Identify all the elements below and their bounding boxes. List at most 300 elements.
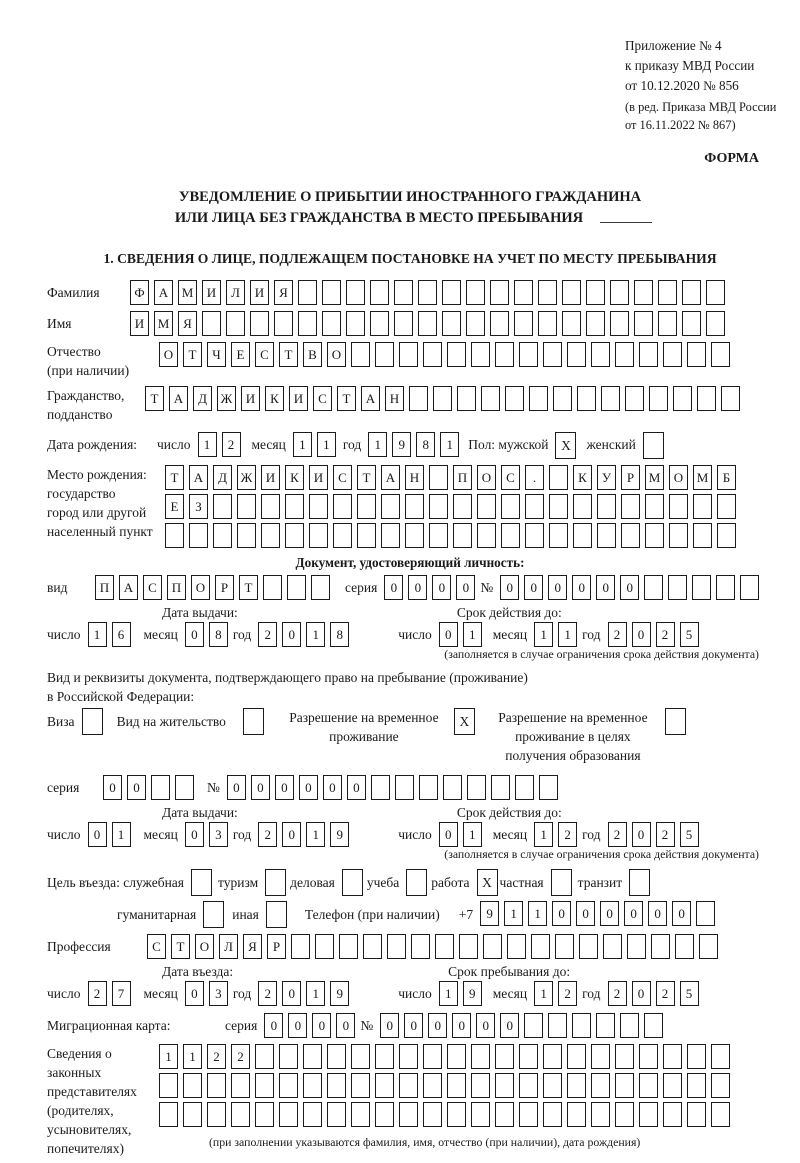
birth-month-cell[interactable]: 1 <box>317 432 336 457</box>
representatives-cell[interactable] <box>471 1044 490 1069</box>
citizenship-cell[interactable] <box>673 386 692 411</box>
doc-series-cell[interactable]: 0 <box>432 575 451 600</box>
birthplace-cell[interactable] <box>501 494 520 519</box>
birthplace-cell[interactable] <box>189 523 208 548</box>
temp-residence-edu-checkbox[interactable] <box>665 708 686 735</box>
profession-cell[interactable]: О <box>195 934 214 959</box>
birth-year-cell[interactable]: 8 <box>416 432 435 457</box>
birthplace-cell[interactable] <box>597 494 616 519</box>
birth-year-cell[interactable]: 1 <box>368 432 387 457</box>
doc-expiry-year-cell[interactable]: 5 <box>680 622 699 647</box>
surname-cell[interactable] <box>322 280 341 305</box>
doc-issue-month-cell[interactable]: 8 <box>209 622 228 647</box>
permit-issue-year-cell[interactable]: 9 <box>330 822 349 847</box>
profession-cell[interactable] <box>531 934 550 959</box>
doc-number-cell[interactable]: 0 <box>572 575 591 600</box>
birthplace-cell[interactable] <box>717 523 736 548</box>
citizenship-cell[interactable] <box>577 386 596 411</box>
surname-cell[interactable] <box>538 280 557 305</box>
birthplace-cell[interactable]: А <box>189 465 208 490</box>
permit-expiry-day-cell[interactable]: 0 <box>439 822 458 847</box>
doc-kind-cell[interactable]: А <box>119 575 138 600</box>
citizenship-cell[interactable]: Т <box>145 386 164 411</box>
permit-number-cell[interactable]: 0 <box>251 775 270 800</box>
birthplace-cell[interactable] <box>405 523 424 548</box>
migration-card-number-cell[interactable]: 0 <box>428 1013 447 1038</box>
surname-cell[interactable] <box>658 280 677 305</box>
patronymic-cell[interactable] <box>711 342 730 367</box>
birthplace-cell[interactable] <box>261 523 280 548</box>
profession-cell[interactable] <box>603 934 622 959</box>
representatives-cell[interactable] <box>423 1102 442 1127</box>
representatives-cell[interactable] <box>255 1102 274 1127</box>
representatives-cell[interactable] <box>687 1073 706 1098</box>
birthplace-cell[interactable]: У <box>597 465 616 490</box>
purpose-official-checkbox[interactable] <box>191 869 212 896</box>
birthplace-cell[interactable] <box>549 465 568 490</box>
representatives-cell[interactable]: 1 <box>183 1044 202 1069</box>
birthplace-cell[interactable] <box>573 494 592 519</box>
permit-number-cell[interactable] <box>515 775 534 800</box>
purpose-private-checkbox[interactable] <box>551 869 572 896</box>
birthplace-cell[interactable] <box>573 523 592 548</box>
permit-series-cell[interactable]: 0 <box>127 775 146 800</box>
representatives-cell[interactable] <box>519 1073 538 1098</box>
birthplace-cell[interactable] <box>645 523 664 548</box>
birthplace-cell[interactable] <box>645 494 664 519</box>
sex-male-checkbox[interactable]: X <box>555 432 576 459</box>
givenname-cell[interactable] <box>442 311 461 336</box>
birthplace-cell[interactable] <box>597 523 616 548</box>
birthplace-cell[interactable] <box>549 523 568 548</box>
givenname-cell[interactable] <box>250 311 269 336</box>
patronymic-cell[interactable]: В <box>303 342 322 367</box>
citizenship-cell[interactable]: А <box>169 386 188 411</box>
permit-number-cell[interactable]: 0 <box>275 775 294 800</box>
citizenship-cell[interactable]: А <box>361 386 380 411</box>
permit-series-cell[interactable] <box>151 775 170 800</box>
doc-kind-cell[interactable]: П <box>167 575 186 600</box>
patronymic-cell[interactable]: Ч <box>207 342 226 367</box>
birthplace-cell[interactable] <box>357 523 376 548</box>
purpose-other-checkbox[interactable] <box>266 901 287 928</box>
profession-cell[interactable] <box>411 934 430 959</box>
birthplace-cell[interactable]: М <box>693 465 712 490</box>
purpose-work-checkbox[interactable]: X <box>477 869 498 896</box>
permit-issue-month-cell[interactable]: 3 <box>209 822 228 847</box>
birthplace-cell[interactable] <box>669 494 688 519</box>
birthplace-cell[interactable]: И <box>309 465 328 490</box>
permit-series-cell[interactable]: 0 <box>103 775 122 800</box>
entry-day-cell[interactable]: 7 <box>112 981 131 1006</box>
doc-number-cell[interactable]: 0 <box>548 575 567 600</box>
representatives-cell[interactable] <box>591 1044 610 1069</box>
birth-year-cell[interactable]: 9 <box>392 432 411 457</box>
birthplace-cell[interactable] <box>165 523 184 548</box>
doc-kind-cell[interactable]: П <box>95 575 114 600</box>
doc-kind-cell[interactable] <box>263 575 282 600</box>
representatives-cell[interactable] <box>687 1044 706 1069</box>
visa-checkbox[interactable] <box>82 708 103 735</box>
permit-expiry-month-cell[interactable]: 2 <box>558 822 577 847</box>
birthplace-cell[interactable] <box>237 523 256 548</box>
migration-card-number-cell[interactable] <box>548 1013 567 1038</box>
representatives-cell[interactable] <box>447 1044 466 1069</box>
profession-cell[interactable]: Р <box>267 934 286 959</box>
entry-month-cell[interactable]: 0 <box>185 981 204 1006</box>
birthplace-cell[interactable] <box>285 523 304 548</box>
patronymic-cell[interactable] <box>543 342 562 367</box>
representatives-cell[interactable] <box>255 1044 274 1069</box>
representatives-cell[interactable] <box>375 1073 394 1098</box>
birthplace-cell[interactable] <box>381 494 400 519</box>
doc-expiry-year-cell[interactable]: 2 <box>656 622 675 647</box>
surname-cell[interactable]: Я <box>274 280 293 305</box>
citizenship-cell[interactable]: Т <box>337 386 356 411</box>
purpose-tourism-checkbox[interactable] <box>265 869 286 896</box>
representatives-cell[interactable] <box>495 1073 514 1098</box>
permit-issue-year-cell[interactable]: 1 <box>306 822 325 847</box>
entry-year-cell[interactable]: 2 <box>258 981 277 1006</box>
doc-number-cell[interactable] <box>740 575 759 600</box>
profession-cell[interactable]: С <box>147 934 166 959</box>
givenname-cell[interactable] <box>514 311 533 336</box>
profession-cell[interactable] <box>483 934 502 959</box>
givenname-cell[interactable] <box>274 311 293 336</box>
representatives-cell[interactable] <box>543 1073 562 1098</box>
givenname-cell[interactable] <box>682 311 701 336</box>
patronymic-cell[interactable] <box>591 342 610 367</box>
surname-cell[interactable] <box>346 280 365 305</box>
representatives-cell[interactable] <box>351 1073 370 1098</box>
migration-card-series-cell[interactable]: 0 <box>264 1013 283 1038</box>
purpose-business-checkbox[interactable] <box>342 869 363 896</box>
entry-day-cell[interactable]: 2 <box>88 981 107 1006</box>
representatives-cell[interactable] <box>303 1073 322 1098</box>
birthplace-cell[interactable]: Б <box>717 465 736 490</box>
birthplace-cell[interactable] <box>693 523 712 548</box>
surname-cell[interactable] <box>394 280 413 305</box>
birthplace-cell[interactable]: Т <box>357 465 376 490</box>
profession-cell[interactable] <box>699 934 718 959</box>
temp-residence-checkbox[interactable]: X <box>454 708 475 735</box>
doc-number-cell[interactable]: 0 <box>500 575 519 600</box>
migration-card-number-cell[interactable]: 0 <box>476 1013 495 1038</box>
representatives-cell[interactable] <box>279 1073 298 1098</box>
permit-number-cell[interactable] <box>443 775 462 800</box>
permit-expiry-year-cell[interactable]: 5 <box>680 822 699 847</box>
stay-until-month-cell[interactable]: 2 <box>558 981 577 1006</box>
phone-cell[interactable] <box>696 901 715 926</box>
representatives-cell[interactable] <box>543 1044 562 1069</box>
citizenship-cell[interactable]: Н <box>385 386 404 411</box>
representatives-cell[interactable] <box>399 1073 418 1098</box>
phone-cell[interactable]: 0 <box>672 901 691 926</box>
surname-cell[interactable]: Ф <box>130 280 149 305</box>
permit-issue-day-cell[interactable]: 0 <box>88 822 107 847</box>
profession-cell[interactable] <box>387 934 406 959</box>
doc-number-cell[interactable]: 0 <box>524 575 543 600</box>
birthplace-cell[interactable] <box>429 465 448 490</box>
surname-cell[interactable]: Л <box>226 280 245 305</box>
representatives-cell[interactable] <box>399 1044 418 1069</box>
patronymic-cell[interactable] <box>687 342 706 367</box>
birth-month-cell[interactable]: 1 <box>293 432 312 457</box>
representatives-cell[interactable] <box>303 1102 322 1127</box>
birthplace-cell[interactable] <box>549 494 568 519</box>
phone-cell[interactable]: 0 <box>552 901 571 926</box>
doc-number-cell[interactable]: 0 <box>620 575 639 600</box>
birthplace-cell[interactable]: И <box>261 465 280 490</box>
permit-number-cell[interactable] <box>419 775 438 800</box>
surname-cell[interactable] <box>442 280 461 305</box>
profession-cell[interactable]: Я <box>243 934 262 959</box>
doc-series-cell[interactable]: 0 <box>384 575 403 600</box>
migration-card-series-cell[interactable]: 0 <box>288 1013 307 1038</box>
migration-card-number-cell[interactable]: 0 <box>380 1013 399 1038</box>
profession-cell[interactable] <box>507 934 526 959</box>
stay-until-year-cell[interactable]: 2 <box>608 981 627 1006</box>
surname-cell[interactable] <box>610 280 629 305</box>
permit-number-cell[interactable] <box>539 775 558 800</box>
birthplace-cell[interactable] <box>693 494 712 519</box>
purpose-humanitarian-checkbox[interactable] <box>203 901 224 928</box>
representatives-cell[interactable] <box>231 1073 250 1098</box>
birthplace-cell[interactable]: О <box>669 465 688 490</box>
givenname-cell[interactable] <box>202 311 221 336</box>
birthplace-cell[interactable] <box>309 494 328 519</box>
surname-cell[interactable] <box>634 280 653 305</box>
representatives-cell[interactable] <box>471 1102 490 1127</box>
representatives-cell[interactable] <box>615 1044 634 1069</box>
doc-kind-cell[interactable]: Т <box>239 575 258 600</box>
representatives-cell[interactable] <box>447 1102 466 1127</box>
birthplace-cell[interactable]: Е <box>165 494 184 519</box>
profession-cell[interactable] <box>555 934 574 959</box>
representatives-cell[interactable] <box>327 1044 346 1069</box>
stay-until-year-cell[interactable]: 0 <box>632 981 651 1006</box>
representatives-cell[interactable] <box>567 1102 586 1127</box>
doc-expiry-year-cell[interactable]: 2 <box>608 622 627 647</box>
birthplace-cell[interactable] <box>285 494 304 519</box>
representatives-cell[interactable] <box>711 1102 730 1127</box>
migration-card-number-cell[interactable] <box>572 1013 591 1038</box>
surname-cell[interactable] <box>514 280 533 305</box>
representatives-cell[interactable] <box>639 1102 658 1127</box>
surname-cell[interactable] <box>466 280 485 305</box>
representatives-cell[interactable] <box>399 1102 418 1127</box>
surname-cell[interactable] <box>706 280 725 305</box>
doc-kind-cell[interactable]: Р <box>215 575 234 600</box>
representatives-cell[interactable] <box>567 1044 586 1069</box>
migration-card-number-cell[interactable] <box>524 1013 543 1038</box>
permit-expiry-month-cell[interactable]: 1 <box>534 822 553 847</box>
representatives-cell[interactable] <box>591 1102 610 1127</box>
doc-issue-year-cell[interactable]: 2 <box>258 622 277 647</box>
birthplace-cell[interactable] <box>453 494 472 519</box>
birthplace-cell[interactable] <box>333 494 352 519</box>
representatives-cell[interactable] <box>183 1073 202 1098</box>
citizenship-cell[interactable] <box>553 386 572 411</box>
representatives-cell[interactable]: 2 <box>207 1044 226 1069</box>
birthplace-cell[interactable] <box>669 523 688 548</box>
patronymic-cell[interactable] <box>447 342 466 367</box>
migration-card-number-cell[interactable] <box>596 1013 615 1038</box>
phone-cell[interactable]: 0 <box>648 901 667 926</box>
givenname-cell[interactable] <box>298 311 317 336</box>
citizenship-cell[interactable]: С <box>313 386 332 411</box>
citizenship-cell[interactable] <box>625 386 644 411</box>
permit-expiry-day-cell[interactable]: 1 <box>463 822 482 847</box>
citizenship-cell[interactable]: Ж <box>217 386 236 411</box>
representatives-cell[interactable] <box>375 1102 394 1127</box>
representatives-cell[interactable] <box>687 1102 706 1127</box>
birthplace-cell[interactable]: С <box>501 465 520 490</box>
doc-issue-year-cell[interactable]: 8 <box>330 622 349 647</box>
doc-expiry-day-cell[interactable]: 0 <box>439 622 458 647</box>
doc-kind-cell[interactable]: О <box>191 575 210 600</box>
migration-card-number-cell[interactable]: 0 <box>404 1013 423 1038</box>
birthplace-cell[interactable]: М <box>645 465 664 490</box>
representatives-cell[interactable] <box>495 1102 514 1127</box>
permit-number-cell[interactable]: 0 <box>299 775 318 800</box>
representatives-cell[interactable]: 1 <box>159 1044 178 1069</box>
patronymic-cell[interactable] <box>615 342 634 367</box>
doc-kind-cell[interactable] <box>311 575 330 600</box>
migration-card-number-cell[interactable] <box>644 1013 663 1038</box>
patronymic-cell[interactable]: О <box>327 342 346 367</box>
representatives-cell[interactable] <box>327 1073 346 1098</box>
permit-number-cell[interactable] <box>395 775 414 800</box>
permit-number-cell[interactable] <box>491 775 510 800</box>
citizenship-cell[interactable] <box>721 386 740 411</box>
birthplace-cell[interactable]: К <box>573 465 592 490</box>
birthplace-cell[interactable] <box>357 494 376 519</box>
entry-year-cell[interactable]: 1 <box>306 981 325 1006</box>
birthplace-cell[interactable] <box>333 523 352 548</box>
phone-cell[interactable]: 0 <box>576 901 595 926</box>
profession-cell[interactable] <box>291 934 310 959</box>
permit-number-cell[interactable] <box>467 775 486 800</box>
permit-expiry-year-cell[interactable]: 2 <box>608 822 627 847</box>
permit-expiry-year-cell[interactable]: 2 <box>656 822 675 847</box>
representatives-cell[interactable] <box>663 1044 682 1069</box>
stay-until-day-cell[interactable]: 1 <box>439 981 458 1006</box>
birthplace-cell[interactable]: Н <box>405 465 424 490</box>
surname-cell[interactable] <box>586 280 605 305</box>
birthplace-cell[interactable]: К <box>285 465 304 490</box>
profession-cell[interactable] <box>627 934 646 959</box>
citizenship-cell[interactable] <box>409 386 428 411</box>
givenname-cell[interactable] <box>346 311 365 336</box>
givenname-cell[interactable] <box>706 311 725 336</box>
birthplace-cell[interactable]: . <box>525 465 544 490</box>
permit-number-cell[interactable] <box>371 775 390 800</box>
phone-cell[interactable]: 0 <box>624 901 643 926</box>
phone-cell[interactable]: 0 <box>600 901 619 926</box>
purpose-study-checkbox[interactable] <box>406 869 427 896</box>
profession-cell[interactable] <box>675 934 694 959</box>
citizenship-cell[interactable]: Д <box>193 386 212 411</box>
birthplace-cell[interactable] <box>717 494 736 519</box>
doc-expiry-month-cell[interactable]: 1 <box>558 622 577 647</box>
givenname-cell[interactable] <box>370 311 389 336</box>
birthplace-cell[interactable] <box>429 494 448 519</box>
representatives-cell[interactable] <box>663 1102 682 1127</box>
representatives-cell[interactable] <box>639 1044 658 1069</box>
patronymic-cell[interactable]: О <box>159 342 178 367</box>
permit-issue-year-cell[interactable]: 0 <box>282 822 301 847</box>
givenname-cell[interactable] <box>538 311 557 336</box>
representatives-cell[interactable] <box>567 1073 586 1098</box>
patronymic-cell[interactable]: Т <box>183 342 202 367</box>
givenname-cell[interactable] <box>226 311 245 336</box>
birthplace-cell[interactable]: Т <box>165 465 184 490</box>
birthplace-cell[interactable] <box>381 523 400 548</box>
patronymic-cell[interactable] <box>423 342 442 367</box>
representatives-cell[interactable] <box>663 1073 682 1098</box>
representatives-cell[interactable] <box>711 1044 730 1069</box>
purpose-transit-checkbox[interactable] <box>629 869 650 896</box>
birthplace-cell[interactable] <box>525 523 544 548</box>
birthplace-cell[interactable]: Р <box>621 465 640 490</box>
birthplace-cell[interactable] <box>237 494 256 519</box>
stay-until-year-cell[interactable]: 5 <box>680 981 699 1006</box>
permit-series-cell[interactable] <box>175 775 194 800</box>
representatives-cell[interactable] <box>423 1073 442 1098</box>
stay-until-day-cell[interactable]: 9 <box>463 981 482 1006</box>
citizenship-cell[interactable] <box>481 386 500 411</box>
givenname-cell[interactable] <box>562 311 581 336</box>
givenname-cell[interactable] <box>658 311 677 336</box>
permit-issue-month-cell[interactable]: 0 <box>185 822 204 847</box>
citizenship-cell[interactable] <box>601 386 620 411</box>
profession-cell[interactable] <box>363 934 382 959</box>
citizenship-cell[interactable]: И <box>241 386 260 411</box>
birthplace-cell[interactable] <box>501 523 520 548</box>
citizenship-cell[interactable] <box>457 386 476 411</box>
stay-until-year-cell[interactable]: 2 <box>656 981 675 1006</box>
entry-year-cell[interactable]: 9 <box>330 981 349 1006</box>
givenname-cell[interactable]: М <box>154 311 173 336</box>
representatives-cell[interactable] <box>303 1044 322 1069</box>
patronymic-cell[interactable] <box>519 342 538 367</box>
citizenship-cell[interactable] <box>697 386 716 411</box>
doc-issue-year-cell[interactable]: 1 <box>306 622 325 647</box>
doc-issue-year-cell[interactable]: 0 <box>282 622 301 647</box>
profession-cell[interactable] <box>435 934 454 959</box>
migration-card-series-cell[interactable]: 0 <box>336 1013 355 1038</box>
givenname-cell[interactable]: И <box>130 311 149 336</box>
surname-cell[interactable] <box>562 280 581 305</box>
entry-year-cell[interactable]: 0 <box>282 981 301 1006</box>
surname-cell[interactable] <box>682 280 701 305</box>
surname-cell[interactable] <box>418 280 437 305</box>
birthplace-cell[interactable] <box>477 523 496 548</box>
permit-issue-day-cell[interactable]: 1 <box>112 822 131 847</box>
doc-number-cell[interactable] <box>644 575 663 600</box>
givenname-cell[interactable] <box>634 311 653 336</box>
sex-female-checkbox[interactable] <box>643 432 664 459</box>
representatives-cell[interactable] <box>183 1102 202 1127</box>
profession-cell[interactable]: Т <box>171 934 190 959</box>
phone-cell[interactable]: 1 <box>528 901 547 926</box>
patronymic-cell[interactable] <box>351 342 370 367</box>
representatives-cell[interactable] <box>327 1102 346 1127</box>
patronymic-cell[interactable]: С <box>255 342 274 367</box>
patronymic-cell[interactable] <box>375 342 394 367</box>
doc-kind-cell[interactable]: С <box>143 575 162 600</box>
